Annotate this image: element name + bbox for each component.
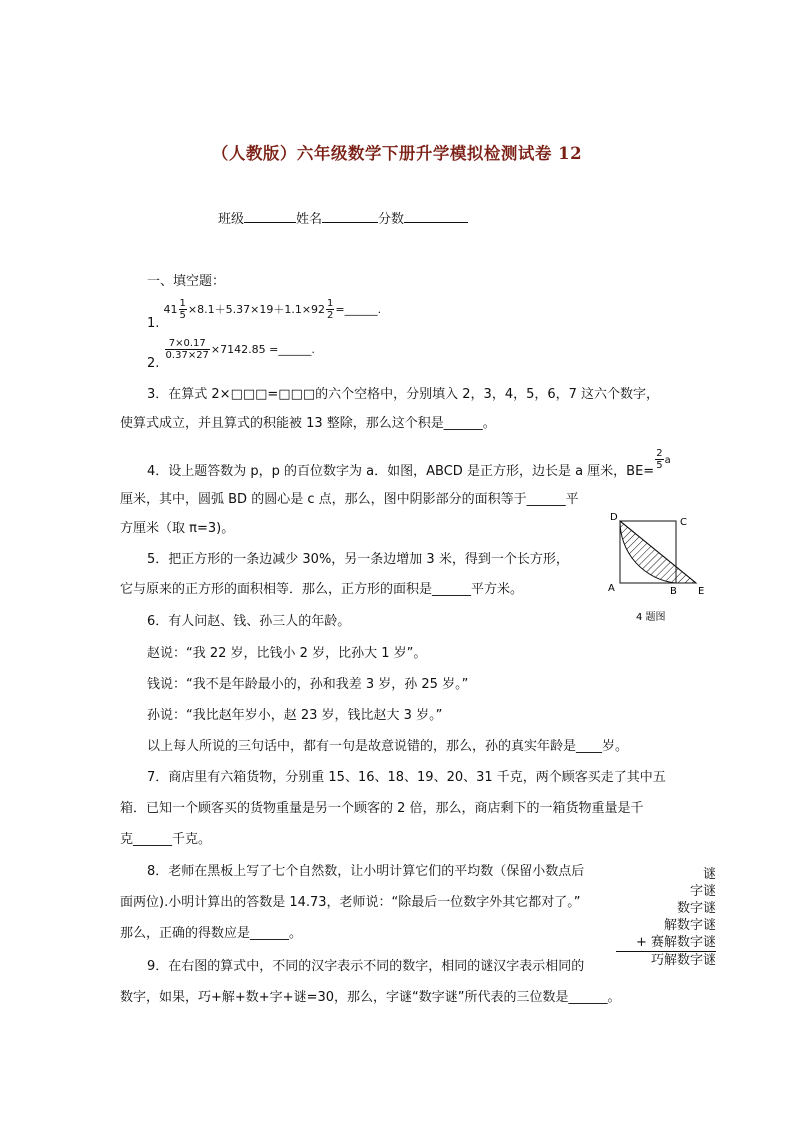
q4-line-3: 方厘米（取 π=3)。 xyxy=(120,521,235,536)
label-e: E xyxy=(698,586,705,597)
q4-line-1 xyxy=(147,448,671,483)
label-c: C xyxy=(680,517,687,528)
q3-line-2: 使算式成立，并且算式的积能被 13 整除，那么这个积是______。 xyxy=(120,416,496,431)
riddle-row-1: 谜 xyxy=(702,867,716,882)
q7-line-3: 克______千克。 xyxy=(120,832,212,847)
q1-whole: 41 xyxy=(163,303,178,316)
q2-tail: ×7142.85 =______. xyxy=(210,343,315,356)
q2-fraction xyxy=(165,338,210,361)
q8-line-1: 8．老师在黑板上写了七个自然数，让小明计算它们的平均数（保留小数点后 xyxy=(147,864,585,879)
q8-line-3: 那么，正确的得数应是______。 xyxy=(120,926,303,941)
riddle-result: 巧解数字谜 xyxy=(650,953,716,968)
q2-f-den: 0.37×27 xyxy=(165,350,209,361)
q7-line-1: 7．商店里有六箱货物，分别重 15、16、18、19、20、31 千克，两个顾客买走了其中五 xyxy=(147,770,666,785)
q5-line-2: 它与原来的正方形的面积相等．那么，正方形的面积是______平方米。 xyxy=(120,582,524,597)
q1-f2-num: 1 xyxy=(327,298,334,309)
q4-be-fraction xyxy=(655,448,663,471)
class-blank xyxy=(244,210,296,223)
name-blank xyxy=(322,210,378,223)
riddle-row-4: 解数字谜 xyxy=(663,918,716,933)
q1-middle: ×8.1＋5.37×19＋1.1×92 xyxy=(187,303,326,316)
label-a: A xyxy=(608,583,615,594)
q6-sun: 孙说：“我比赵年岁小，赵 23 岁，钱比赵大 3 岁。” xyxy=(147,708,443,723)
q9-line-1: 9．在右图的算式中，不同的汉字表示不同的数字，相同的谜汉字表示相同的 xyxy=(147,959,585,974)
q4-figure xyxy=(600,505,720,625)
riddle-sum xyxy=(616,866,716,969)
q1-number: 1. xyxy=(147,316,160,331)
student-info-line xyxy=(218,208,468,227)
score-blank xyxy=(404,210,468,223)
q3-line-1: 3．在算式 2×□□□=□□□的六个空格中，分别填入 2，3，4，5，6，7 这六个数字， xyxy=(147,387,660,402)
class-label: 班级 xyxy=(218,212,245,227)
section-heading: 一、填空题： xyxy=(147,274,226,289)
q2-f-num: 7×0.17 xyxy=(165,338,210,350)
q6-line-1: 6．有人问赵、钱、孙三人的年龄。 xyxy=(147,614,351,629)
page-title: （人教版）六年级数学下册升学模拟检测试卷 12 xyxy=(211,144,583,163)
q4-line-2: 厘米，其中，圆弧 BD 的圆心是 c 点，那么，图中阴影部分的面积等于______平 xyxy=(120,492,579,507)
q4-line-1-text: 4．设上题答数为 p，p 的百位数字为 a．如图，ABCD 是正方形，边长是 a 厘米，BE= xyxy=(147,464,655,479)
q4-be-var: a xyxy=(664,455,671,466)
q6-last: 以上每人所说的三句话中，都有一句是故意说错的，那么，孙的真实年龄是____岁。 xyxy=(147,739,629,754)
q1-f2-den: 2 xyxy=(327,310,334,321)
q7-line-2: 箱．已知一个顾客买的货物重量是另一个顾客的 2 倍，那么，商店剩下的一箱货物重量是千 xyxy=(120,801,644,816)
name-label: 姓名 xyxy=(296,212,323,227)
q1-fraction-2 xyxy=(326,298,334,321)
q1-fraction-1 xyxy=(179,298,187,321)
question-2 xyxy=(147,338,315,371)
riddle-row-5: + 赛解数字谜 xyxy=(616,934,716,952)
q4-be-den: 5 xyxy=(656,460,663,471)
label-b: B xyxy=(670,586,677,597)
question-1 xyxy=(147,298,382,331)
q1-f1-num: 1 xyxy=(179,298,186,309)
q9-line-2: 数字，如果，巧+解+数+字+谜=30，那么，字谜“数字谜”所代表的三位数是______。 xyxy=(120,990,621,1005)
q5-line-1: 5．把正方形的一条边减少 30%，另一条边增加 3 米，得到一个长方形， xyxy=(147,552,569,567)
q1-tail: =______. xyxy=(335,303,382,316)
q6-zhao: 赵说：“我 22 岁，比钱小 2 岁，比孙大 1 岁”。 xyxy=(147,646,427,661)
q2-number: 2. xyxy=(147,356,160,371)
q8-line-2: 面两位).小明计算出的答数是 14.73，老师说：“除最后一位数字外其它都对了。” xyxy=(120,895,581,910)
score-label: 分数 xyxy=(378,212,405,227)
q1-f1-den: 5 xyxy=(179,310,186,321)
q4-be-num: 2 xyxy=(656,448,663,459)
q6-qian: 钱说：“我不是年龄最小的，孙和我差 3 岁，孙 25 岁。” xyxy=(147,677,469,692)
riddle-row-2: 字谜 xyxy=(689,884,716,899)
label-d: D xyxy=(610,512,618,523)
riddle-row-3: 数字谜 xyxy=(676,901,716,916)
figure-caption: 4 题图 xyxy=(636,612,666,623)
